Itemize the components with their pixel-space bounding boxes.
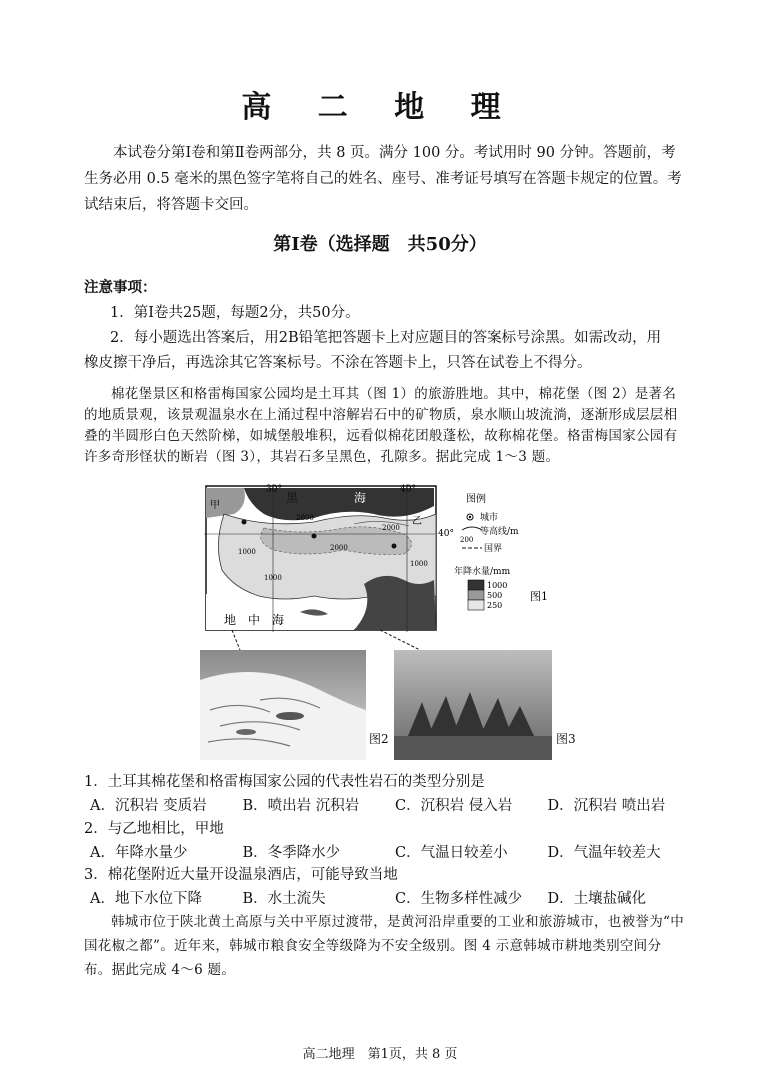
- figure-1-map: [204, 484, 564, 636]
- exam-title: 高 二 地 理: [241, 90, 519, 125]
- precip-legend-title: 年降水量/mm: [454, 567, 511, 577]
- passage-2: 韩城市位于陕北黄土高原与关中平原过渡带，是黄河沿岸重要的工业和旅游城市，也被誉为“中国花椒之都”。近年来，韩城市粮食安全等级降为不安全级别。图 4 示意韩城市耕地类别空间分布。据此完成 4～6 题。: [84, 914, 684, 978]
- legend-contour-value: 200: [460, 536, 474, 544]
- precip-swatch-high: [468, 580, 484, 590]
- mediterranean-label-3: 海: [272, 613, 285, 627]
- precip-swatch-mid: [468, 590, 484, 600]
- legend-city-icon-dot: [469, 516, 471, 518]
- city-dot: [392, 544, 397, 549]
- black-sea-label-2: 海: [354, 491, 367, 505]
- legend-border-label: 国界: [484, 544, 503, 554]
- contour-label: 2000: [330, 544, 348, 552]
- option-b: B．水土流失: [242, 891, 326, 907]
- question-2-stem: 2．与乙地相比，甲地: [84, 821, 224, 837]
- figure-3-photo: [394, 650, 552, 760]
- mediterranean-label-1: 地: [224, 613, 237, 627]
- option-c: C．生物多样性减少: [395, 891, 523, 907]
- question-1-options: [90, 794, 700, 815]
- contour-label: 2000: [296, 514, 314, 522]
- terrace-pool: [236, 729, 256, 735]
- intro-paragraph: 本试卷分第Ⅰ卷和第Ⅱ卷两部分，共 8 页。满分 100 分。考试用时 90 分钟。答题前，考生务必用 0.5 毫米的黑色签字笔将自己的姓名、座号、准考证号填写在答题卡规定的位置。考试结束后，将答题卡交回。: [84, 145, 682, 213]
- contour-label: 2000: [382, 524, 400, 532]
- legend-title: 图例: [466, 494, 486, 505]
- option-d: D．土壤盐碱化: [547, 891, 647, 907]
- notice-title: 注意事项：: [84, 279, 157, 296]
- point-jia-label: 甲: [210, 500, 220, 511]
- option-d: D．沉积岩 喷出岩: [547, 798, 666, 814]
- option-b: B．喷出岩 沉积岩: [242, 798, 360, 814]
- lon-label-40: 40°: [400, 484, 416, 495]
- option-d: D．气温年较差大: [547, 845, 661, 861]
- lat-label-40: 40°: [438, 529, 454, 539]
- notice-item-2-line-1: 2．每小题选出答案后，用2B铅笔把答题卡上对应题目的答案标号涂黑。如需改动，用: [110, 330, 662, 346]
- page-footer: 高二地理 第1页，共 8 页: [302, 1047, 458, 1062]
- precip-250: 250: [487, 601, 503, 610]
- option-a: A．沉积岩 变质岩: [90, 798, 207, 814]
- question-3-options: [90, 887, 700, 908]
- option-c: C．气温日较差小: [395, 845, 508, 861]
- notice-item-2-line-2: 橡皮擦干净后，再选涂其它答案标号。不涂在答题卡上，只答在试卷上不得分。: [84, 355, 592, 371]
- figure-2-photo: [200, 650, 366, 760]
- notice-item-1: 1．第Ⅰ卷共25题，每题2分，共50分。: [110, 305, 360, 321]
- option-a: A．地下水位下降: [90, 891, 202, 907]
- contour-label: 1000: [264, 574, 282, 582]
- legend-city-label: 城市: [480, 513, 499, 523]
- legend-contour-label: 等高线/m: [480, 527, 519, 537]
- pointer-to-figure-3: [380, 630, 420, 650]
- lon-label-30: 30°: [266, 484, 282, 495]
- city-dot: [312, 534, 317, 539]
- question-2-options: [90, 841, 700, 862]
- black-sea-label-1: 黑: [286, 491, 299, 505]
- option-b: B．冬季降水少: [242, 845, 341, 861]
- figure-3-caption: 图3: [556, 732, 576, 746]
- legend-contour-icon: [462, 527, 482, 530]
- figure-1-caption: 图1: [530, 590, 548, 603]
- option-a: A．年降水量少: [90, 845, 188, 861]
- terrace-pool: [276, 712, 304, 720]
- mediterranean-label-2: 中: [248, 613, 261, 627]
- option-c: C．沉积岩 侵入岩: [395, 798, 513, 814]
- precip-500: 500: [487, 591, 503, 600]
- passage-1: 棉花堡景区和格雷梅国家公园均是土耳其（图 1）的旅游胜地。其中，棉花堡（图 2）是著名的地质景观，该景观温泉水在上涌过程中溶解岩石中的矿物质，泉水顺山坡流淌，逐渐形成层层相叠的半圆形白色天然阶梯，如城堡般堆积，远看似棉花团般蓬松，故称棉花堡。格雷梅国家公园有许多奇形怪状的断岩（图 3），其岩石多呈黑色，孔隙多。据此完成 1～3 题。: [84, 386, 678, 465]
- precip-swatch-low: [468, 600, 484, 610]
- precip-1000: 1000: [487, 581, 508, 590]
- pointer-to-figure-2: [232, 630, 240, 650]
- city-dot: [242, 520, 247, 525]
- section-title: 第Ⅰ卷（选择题 共50分）: [273, 234, 487, 255]
- contour-label: 1000: [410, 560, 428, 568]
- point-yi-label: 乙: [412, 516, 422, 527]
- contour-label: 1000: [238, 548, 256, 556]
- question-3-stem: 3．棉花堡附近大量开设温泉酒店，可能导致当地: [84, 867, 398, 883]
- figure-2-caption: 图2: [369, 732, 389, 746]
- ground: [394, 736, 552, 760]
- question-1-stem: 1．土耳其棉花堡和格雷梅国家公园的代表性岩石的类型分别是: [84, 774, 485, 790]
